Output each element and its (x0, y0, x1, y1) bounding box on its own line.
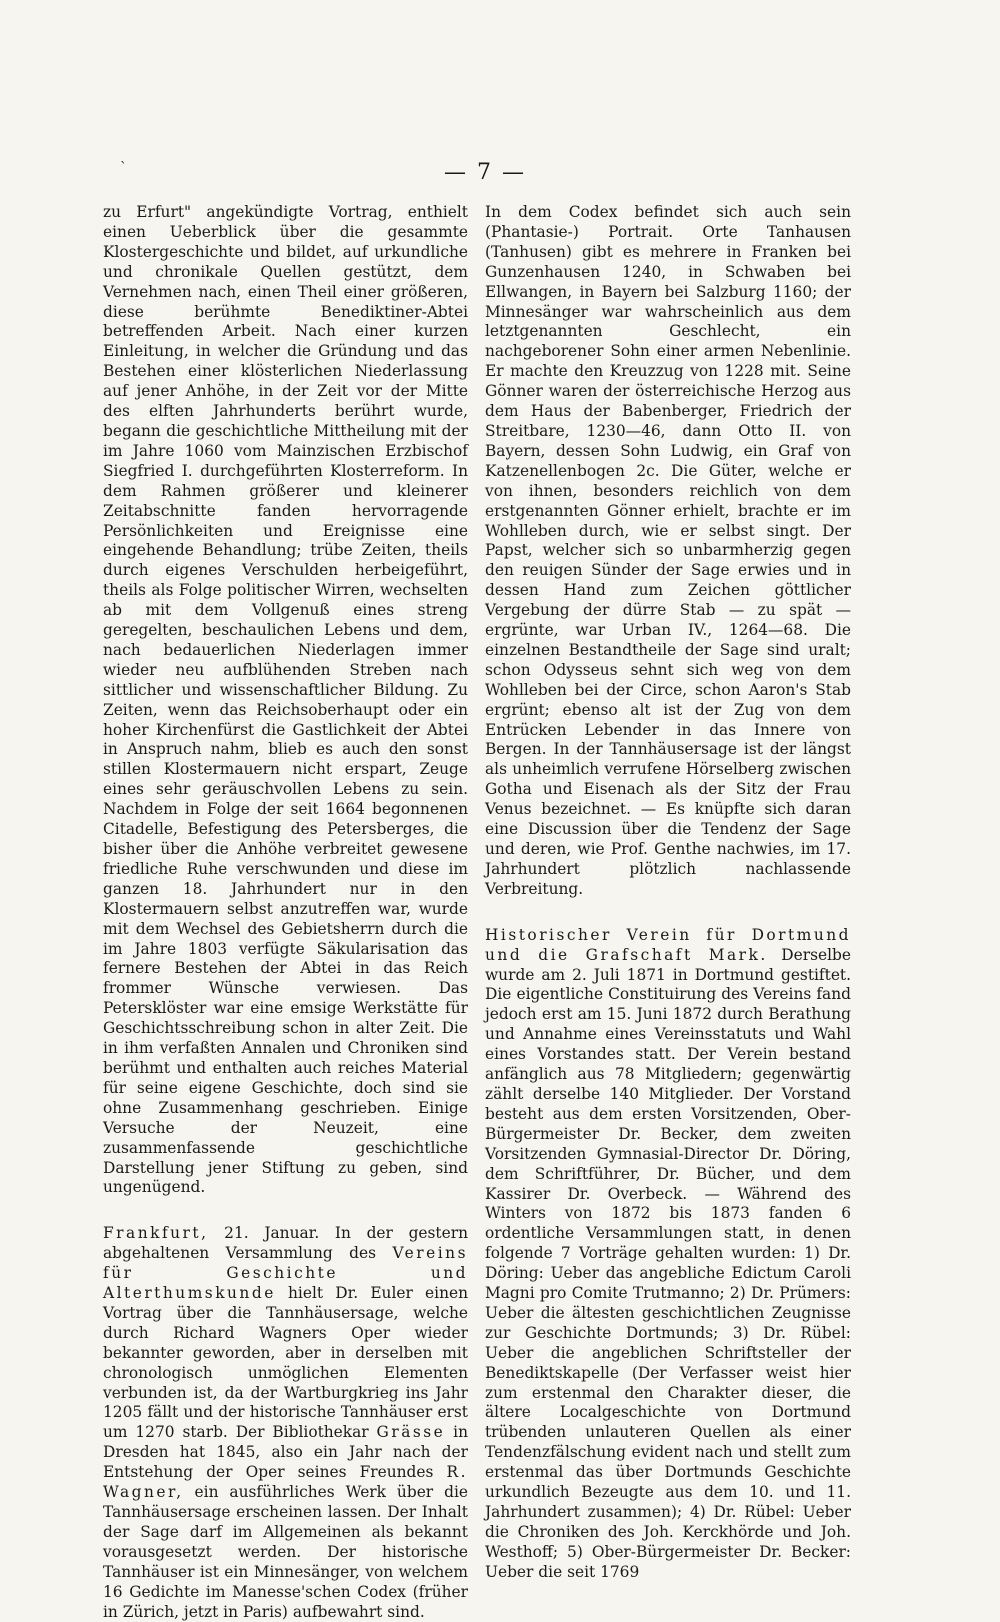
paragraph-erfurt-report: zu Erfurt" angekündigte Vortrag, enthielt einen Ueberblick über die gesammte Klostergeschichte und bildet, auf urkundliche und chronikale Quellen gestützt, dem Vernehmen nach, einen Theil einer größeren, diese berühmte Benediktiner-Abtei betreffenden Arbeit. Nach einer kurzen Einleitung, in welcher die Gründung und das Bestehen einer klösterlichen Niederlassung auf jener Anhöhe, in der Zeit vor der Mitte des elften Jahrhunderts berührt wurde, begann die geschichtliche Mittheilung mit der im Jahre 1060 vom Mainzischen Erzbischof Siegfried I. durchgeführten Klosterreform. In dem Rahmen größerer und kleinerer Zeitabschnitte fanden hervorragende Persönlichkeiten und Ereignisse eine eingehende Behandlung; trübe Zeiten, theils durch eigenes Verschulden herbeigeführt, theils als Folge politischer Wirren, wechselten ab mit dem Vollgenuß eines streng geregelten, beschaulichen Lebens und dem, nach bedauerlichen Niederlagen immer wieder neu aufblühenden Streben nach sittlicher und wissenschaftlicher Bildung. Zu Zeiten, wenn das Reichsoberhaupt oder ein hoher Kirchenfürst die Gastlichkeit der Abtei in Anspruch nahm, blieb es auch den sonst stillen Klostermauern nicht erspart, Zeuge eines sehr geräuschvollen Lebens zu sein. Nachdem in Folge der seit 1664 begonnenen Citadelle, Befestigung des Petersberges, die bisher über die Anhöhe verbreitet gewesene friedliche Ruhe verschwunden und diese im ganzen 18. Jahrhundert nur in den Klostermauern selbst anzutreffen war, wurde mit dem Wechsel des Gebietsherrn durch die im Jahre 1803 verfügte Säkularisation das fernere Bestehen der Abtei in das Reich frommer Wünsche verwiesen. Das Petersklöster war eine emsige Werkstätte für Geschichtsschreibung schon in alter Zeit. Die in ihm verfaßten Annalen und Chroniken sind berühmt und enthalten auch reiches Material für seine eigene Geschichte, doch sind sie ohne Zusammenhang geschrieben. Einige Versuche der Neuzeit, eine zusammenfassende geschichtliche Darstellung jener Stiftung zu geben, sind ungenügend. (103, 203, 468, 1197)
text-segment: 21. Januar. In der gestern abgehaltenen Versammlung des (103, 1224, 468, 1263)
person-name: Grässe (376, 1423, 446, 1442)
text-segment: in Dresden hat 1845, also ein Jahr nach der Entstehung der Oper seines Freundes (103, 1423, 469, 1482)
place-name: Frankfurt, (103, 1224, 209, 1243)
right-column (485, 203, 851, 1583)
text-segment: Derselbe wurde am 2. Juli 1871 in Dortmund gestiftet. Die eigentliche Constituirung des Vereins fand jedoch erst am 15. Juni 1872 durch Berathung und Annahme eines Vereinsstatuts und Wahl eines Vorstandes statt. Der Verein bestand anfänglich aus 78 Mitgliedern; gegenwärtig zählt derselbe 140 Mitglieder. Der Vorstand besteht aus dem ersten Vorsitzenden, Ober-Bürgermeister Dr. Becker, dem zweiten Vorsitzenden Gymnasial-Director Dr. Döring, dem Schriftführer, Dr. Bücher, und dem Kassirer Dr. Overbeck. — Während des Winters von 1872 bis 1873 fanden 6 ordentliche Versammlungen statt, in denen folgende 7 Vorträge gehalten wurden: 1) Dr. Döring: Ueber das angebliche Edictum Caroli Magni pro Comite Trutmanno; 2) Dr. Prümers: Ueber die ältesten geschichtlichen Zeugnisse zur Geschichte Dortmunds; 3) Dr. Rübel: Ueber die angeblichen Schriftsteller der Benediktskapelle (Der Verfasser weist hier zum erstenmal den Charakter dieser, die ältere Localgeschichte von Dortmund trübenden unlauteren Quellen als einer Tendenzfälschung evident nach und stellt zum erstenmal das über Dortmunds Geschichte urkundlich Bezeugte aus dem 10. und 11. Jahrhundert zusammen); 4) Dr. Rübel: Ueber die Chroniken des Joh. Kerckhörde und Joh. Westhoff; 5) Ober-Bürgermeister Dr. Becker: Ueber die seit 1769 (485, 945, 851, 1581)
text-segment: hielt Dr. Euler einen Vortrag über die Tannhäusersage, welche durch Richard Wagners Oper wieder bekannter geworden, aber in derselben mit chronologisch unmöglichen Elementen verbunden ist, da der Wartburgkrieg ins Jahr 1205 fällt und der historische Tannhäuser erst um 1270 starb. Der Bibliothekar (103, 1284, 468, 1442)
margin-tick-mark: ` (120, 160, 127, 176)
paragraph-frankfurt-report (103, 1224, 468, 1622)
text-segment: ein ausführliches Werk über die Tannhäusersage erscheinen lassen. Der Inhalt der Sage darf im Allgemeinen als bekannt vorausgesetzt werden. Der historische Tannhäuser ist ein Minnesänger, von welchem 16 Gedichte im Manesse'schen Codex (früher in Zürich, jetzt in Paris) aufbewahrt sind. (103, 1483, 468, 1621)
page-number: — 7 — (444, 160, 526, 185)
society-name: Historischer Verein für Dortmund und die Grafschaft Mark. (485, 925, 851, 964)
person-name: R. Wagner, (103, 1463, 468, 1502)
left-column (103, 203, 468, 1622)
society-name: Vereins für Geschichte und Alterthumskunde (103, 1244, 468, 1303)
paragraph-dortmund-society (485, 926, 851, 1583)
paragraph-tannhaeuser-continued: In dem Codex befindet sich auch sein (Phantasie-) Portrait. Orte Tanhausen (Tanhusen) gibt es mehrere in Franken bei Gunzenhausen 1240, in Schwaben bei Ellwangen, in Bayern bei Salzburg 1160; der Minnesänger war wahrscheinlich aus dem letztgenannten Geschlecht, ein nachgeborener Sohn einer armen Nebenlinie. Er machte den Kreuzzug von 1228 mit. Seine Gönner waren der österreichische Herzog aus dem Haus der Babenberger, Friedrich der Streitbare, 1230—46, dann Otto II. von Bayern, dessen Sohn Ludwig, ein Graf von Katzenellenbogen 2c. Die Güter, welche er von ihnen, besonders reichlich von dem erstgenannten Gönner erhielt, brachte er im Wohlleben durch, wie er selbst singt. Der Papst, welcher sich so unbarmherzig gegen den reuigen Sünder der Sage erwies und in dessen Hand zum Zeichen göttlicher Vergebung der dürre Stab — zu spät — ergrünte, war Urban IV., 1264—68. Die einzelnen Bestandtheile der Sage sind uralt; schon Odysseus sehnt sich weg von dem Wohlleben bei der Circe, schon Aaron's Stab ergrünt; ebenso alt ist der Zug von dem Entrücken Lebender in das Innere von Bergen. In der Tannhäusersage ist der längst als unheimlich verrufene Hörselberg zwischen Gotha und Eisenach als der Sitz der Frau Venus bezeichnet. — Es knüpfte sich daran eine Discussion über die Tendenz der Sage und deren, wie Prof. Genthe nachwies, im 17. Jahrhundert plötzlich nachlassende Verbreitung. (485, 203, 851, 898)
